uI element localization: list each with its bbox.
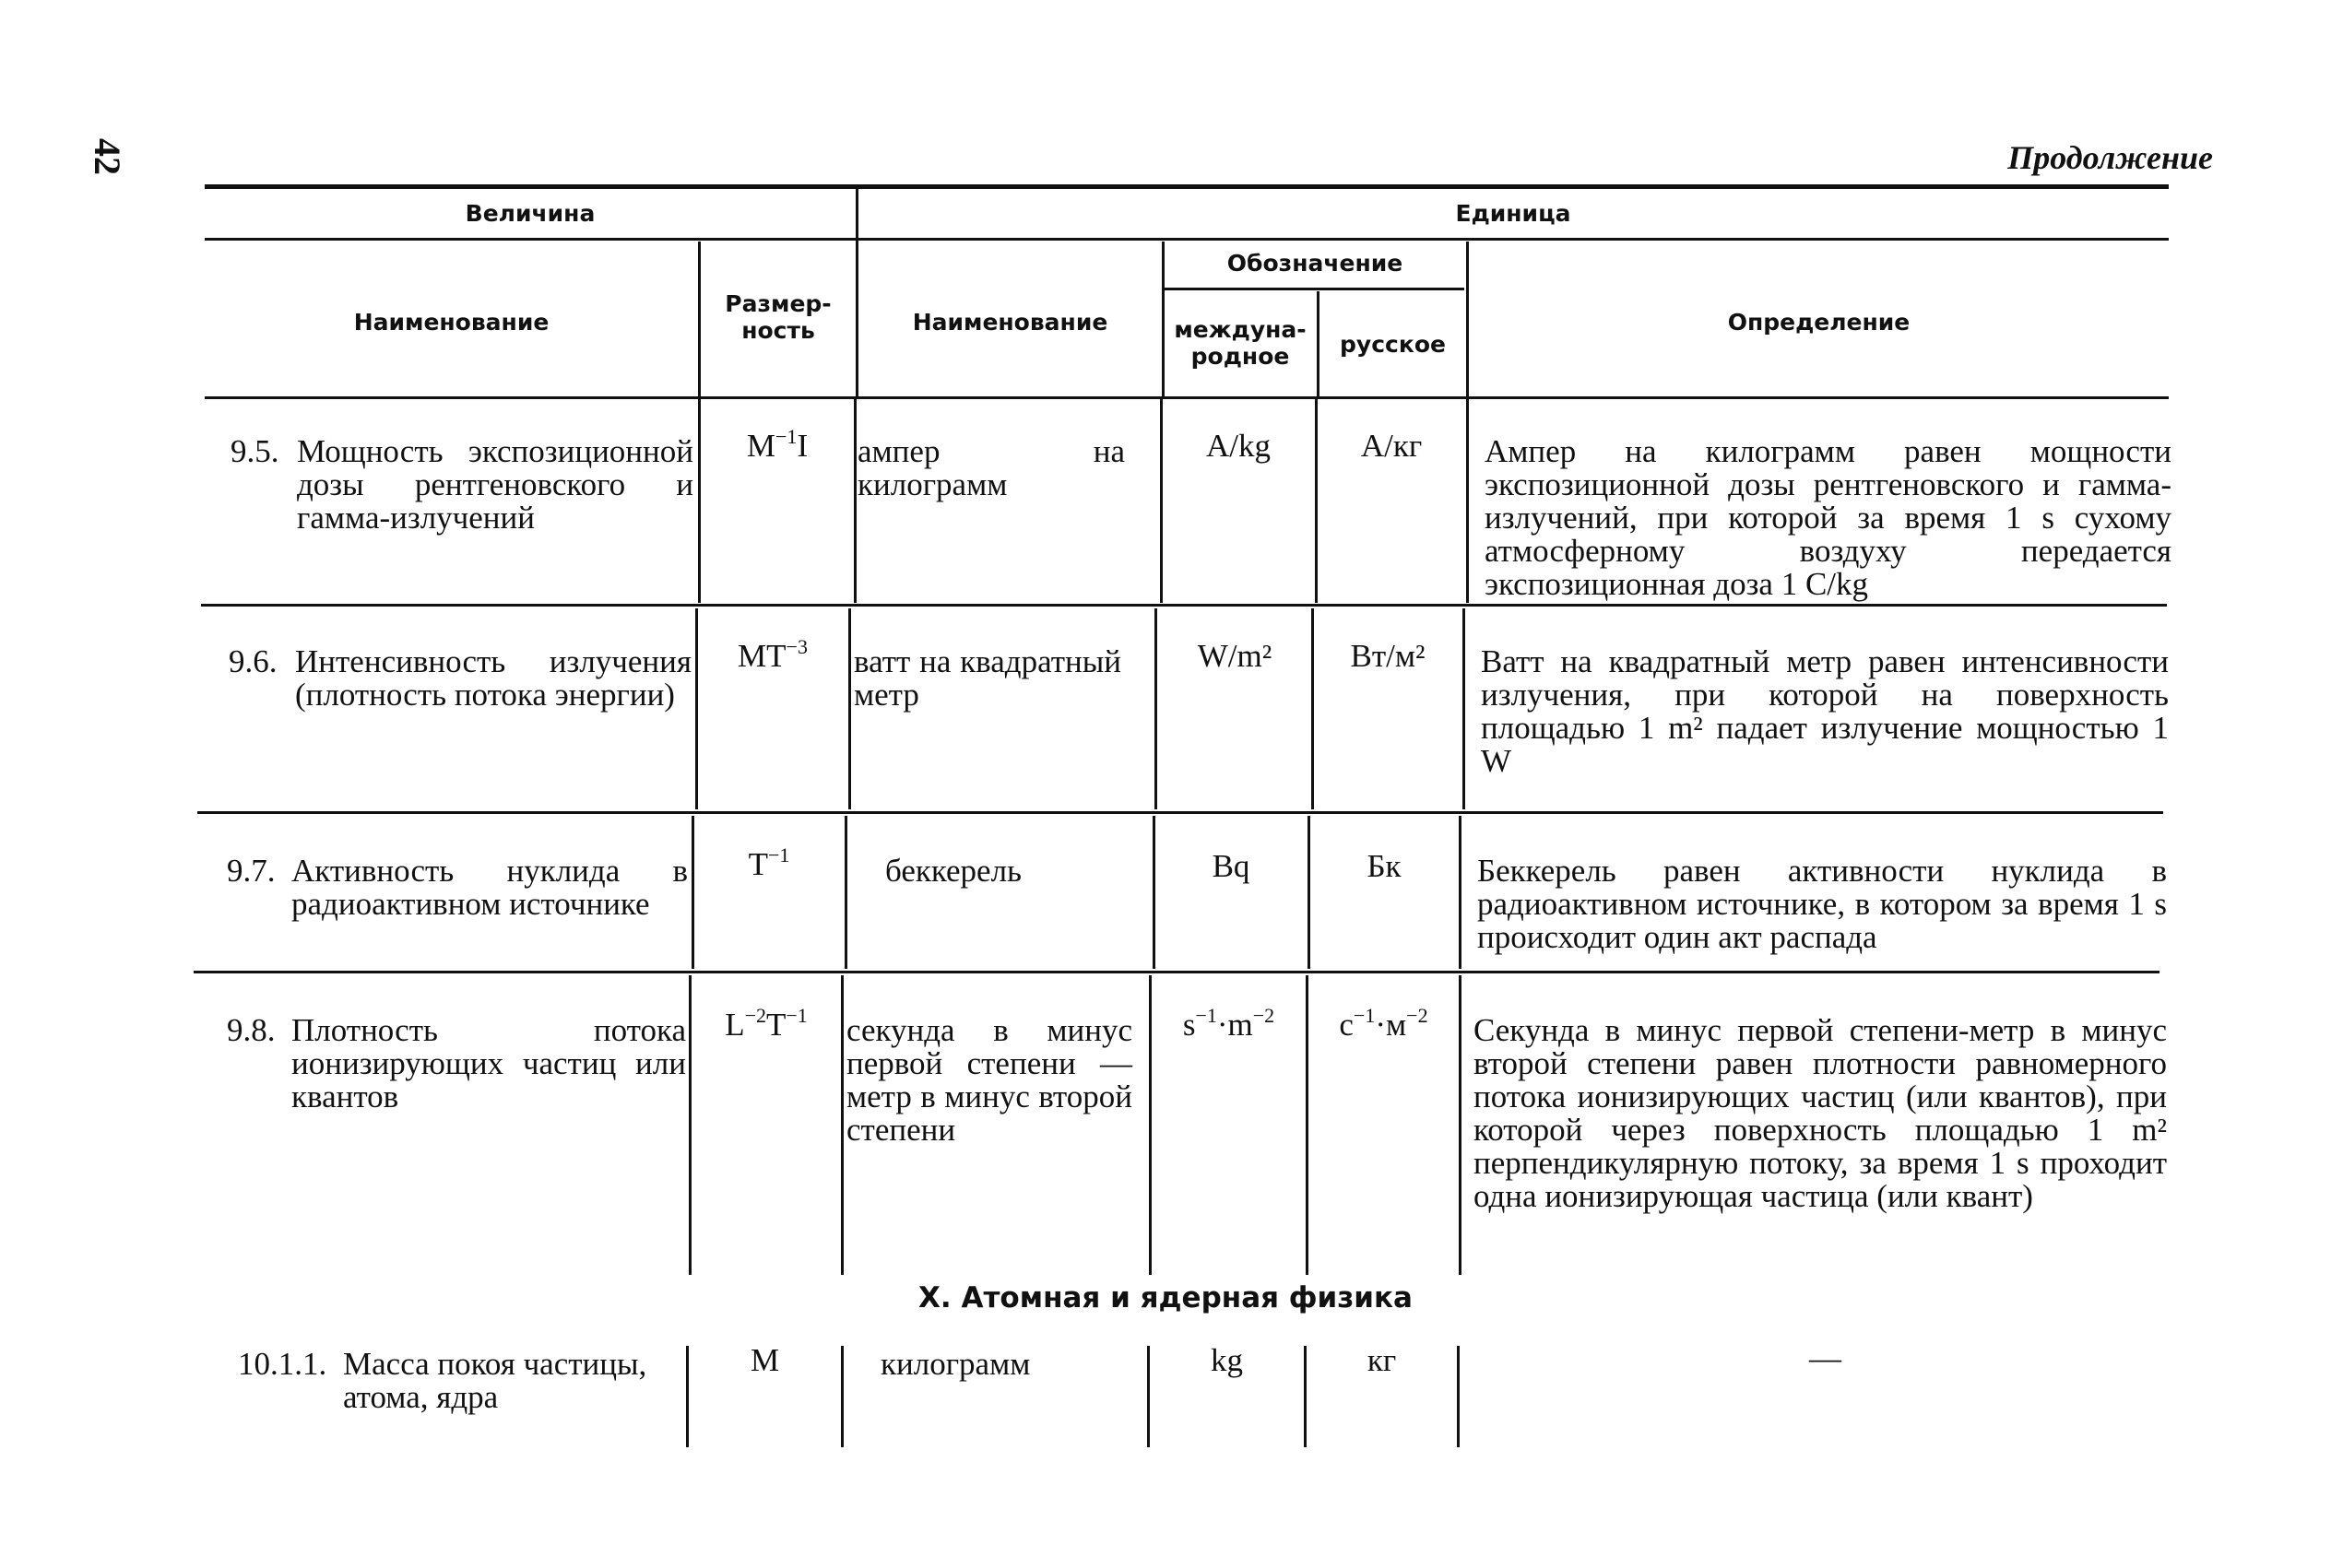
dimension: $M^{-1}I$ xyxy=(746,425,809,464)
row-number: 9.7. xyxy=(227,853,276,889)
row-vline xyxy=(695,608,698,809)
unit-name: ватт на квадратный метр xyxy=(854,643,1121,713)
row-vline xyxy=(1307,816,1310,969)
header-divider-designation xyxy=(1164,288,1464,290)
dimension: $T^{-1}$ xyxy=(748,843,790,882)
header-dimension-text: Размер- ность xyxy=(725,290,832,344)
header-divider-quantity xyxy=(205,238,856,241)
unit-name: беккерель xyxy=(885,853,1023,889)
header-unit-name: Наименование xyxy=(912,309,1108,336)
header-bottom-rule xyxy=(205,396,2169,399)
russian-symbol: Бк xyxy=(1367,848,1402,884)
intl-symbol: kg xyxy=(1211,1342,1243,1378)
continuation-label: Продолжение xyxy=(2007,139,2213,176)
intl-symbol: Bq xyxy=(1212,848,1250,884)
header-quantity-name: Наименование xyxy=(353,309,550,336)
dimension: $MT^{-3}$ xyxy=(738,635,808,674)
row-vline xyxy=(841,1346,844,1447)
russian-symbol: кг xyxy=(1367,1342,1397,1378)
definition: Ватт на квадратный метр равен интенсивности излучения, при которой на поверхность площадью 1 m² падает излучение мощностью 1 W xyxy=(1481,643,2169,779)
row-rule-3 xyxy=(194,971,2159,973)
quantity-name: Масса покоя частицы, атома, ядра xyxy=(343,1346,647,1415)
header-unit: Единица xyxy=(1455,200,1571,227)
page-number: 42 xyxy=(87,138,128,175)
definition-dash: — xyxy=(1809,1340,1841,1376)
row-vline xyxy=(845,816,847,969)
row-number: 10.1.1. xyxy=(238,1346,327,1382)
intl-symbol: $s^{-1}\cdot m^{-2}$ xyxy=(1182,1004,1275,1043)
row-rule-1 xyxy=(201,604,2167,607)
row-number: 9.5. xyxy=(231,433,279,469)
definition: Секунда в минус первой степени-метр в минус второй степени равен плотности равномерного потока ионизирующих частиц (или квантов), при которой через поверхность площадью 1 m² перпендикулярную потоку, за время 1 s проходит одна ионизирующая частица (или квант) xyxy=(1473,1012,2167,1214)
quantity-name: Интенсивность излучения (плотность потока энергии) xyxy=(295,643,692,713)
header-divider-unit xyxy=(858,238,2169,241)
row-vline xyxy=(1459,975,1461,1275)
header-designation: Обозначение xyxy=(1226,250,1403,277)
row-vline xyxy=(1466,398,1469,603)
header-rus: русское xyxy=(1340,331,1446,358)
quantity-name: Активность нуклида в радиоактивном источнике xyxy=(291,853,688,922)
row-vline xyxy=(1459,816,1461,969)
header-intl-text: междуна- родное xyxy=(1174,316,1307,370)
row-vline xyxy=(1462,608,1465,809)
row-vline xyxy=(841,975,844,1275)
header-dimension xyxy=(701,291,856,345)
section-title: X. Атомная и ядерная физика xyxy=(918,1281,1413,1315)
row-number: 9.6. xyxy=(229,643,278,679)
row-vline xyxy=(854,398,857,603)
row-vline xyxy=(1311,608,1314,809)
row-rule-2 xyxy=(197,811,2163,814)
row-number: 9.8. xyxy=(227,1012,276,1048)
definition: Ампер на килограмм равен мощности экспозиционной дозы рентгеновского и гамма-излучений, при которой за время 1 s сухому атмосферному воздуху передается экспозиционная доза 1 C/kg xyxy=(1485,433,2171,602)
quantity-name: Плотность потока ионизирующих частиц или квантов xyxy=(291,1012,686,1114)
unit-name: секунда в минус первой степени — метр в минус второй степени xyxy=(846,1012,1132,1148)
russian-symbol: А/кг xyxy=(1360,428,1423,464)
intl-symbol: W/m² xyxy=(1197,638,1272,674)
definition: Беккерель равен активности нуклида в радиоактивном источнике, в котором за время 1 s происходит один акт распада xyxy=(1477,853,2167,955)
row-vline xyxy=(1154,608,1157,809)
table-top-rule xyxy=(205,184,2169,189)
unit-name: килограмм xyxy=(881,1346,1031,1382)
dimension: M xyxy=(750,1342,780,1378)
header-intl xyxy=(1164,317,1317,371)
intl-symbol: A/kg xyxy=(1206,428,1271,464)
row-vline xyxy=(1153,816,1155,969)
header-definition: Определение xyxy=(1727,309,1911,336)
russian-symbol: Вт/м² xyxy=(1350,638,1426,674)
dimension: $L^{-2}T^{-1}$ xyxy=(725,1004,808,1043)
quantity-name: Мощность экспозиционной дозы рентгеновского и гамма-излучений xyxy=(297,433,693,536)
row-vline xyxy=(1457,1346,1460,1447)
header-quantity: Величина xyxy=(465,200,596,227)
row-vline xyxy=(848,608,851,809)
row-vline xyxy=(692,816,694,969)
russian-symbol: $с^{-1}\cdot м^{-2}$ xyxy=(1339,1004,1428,1043)
unit-name: ампер на килограмм xyxy=(858,433,1125,502)
